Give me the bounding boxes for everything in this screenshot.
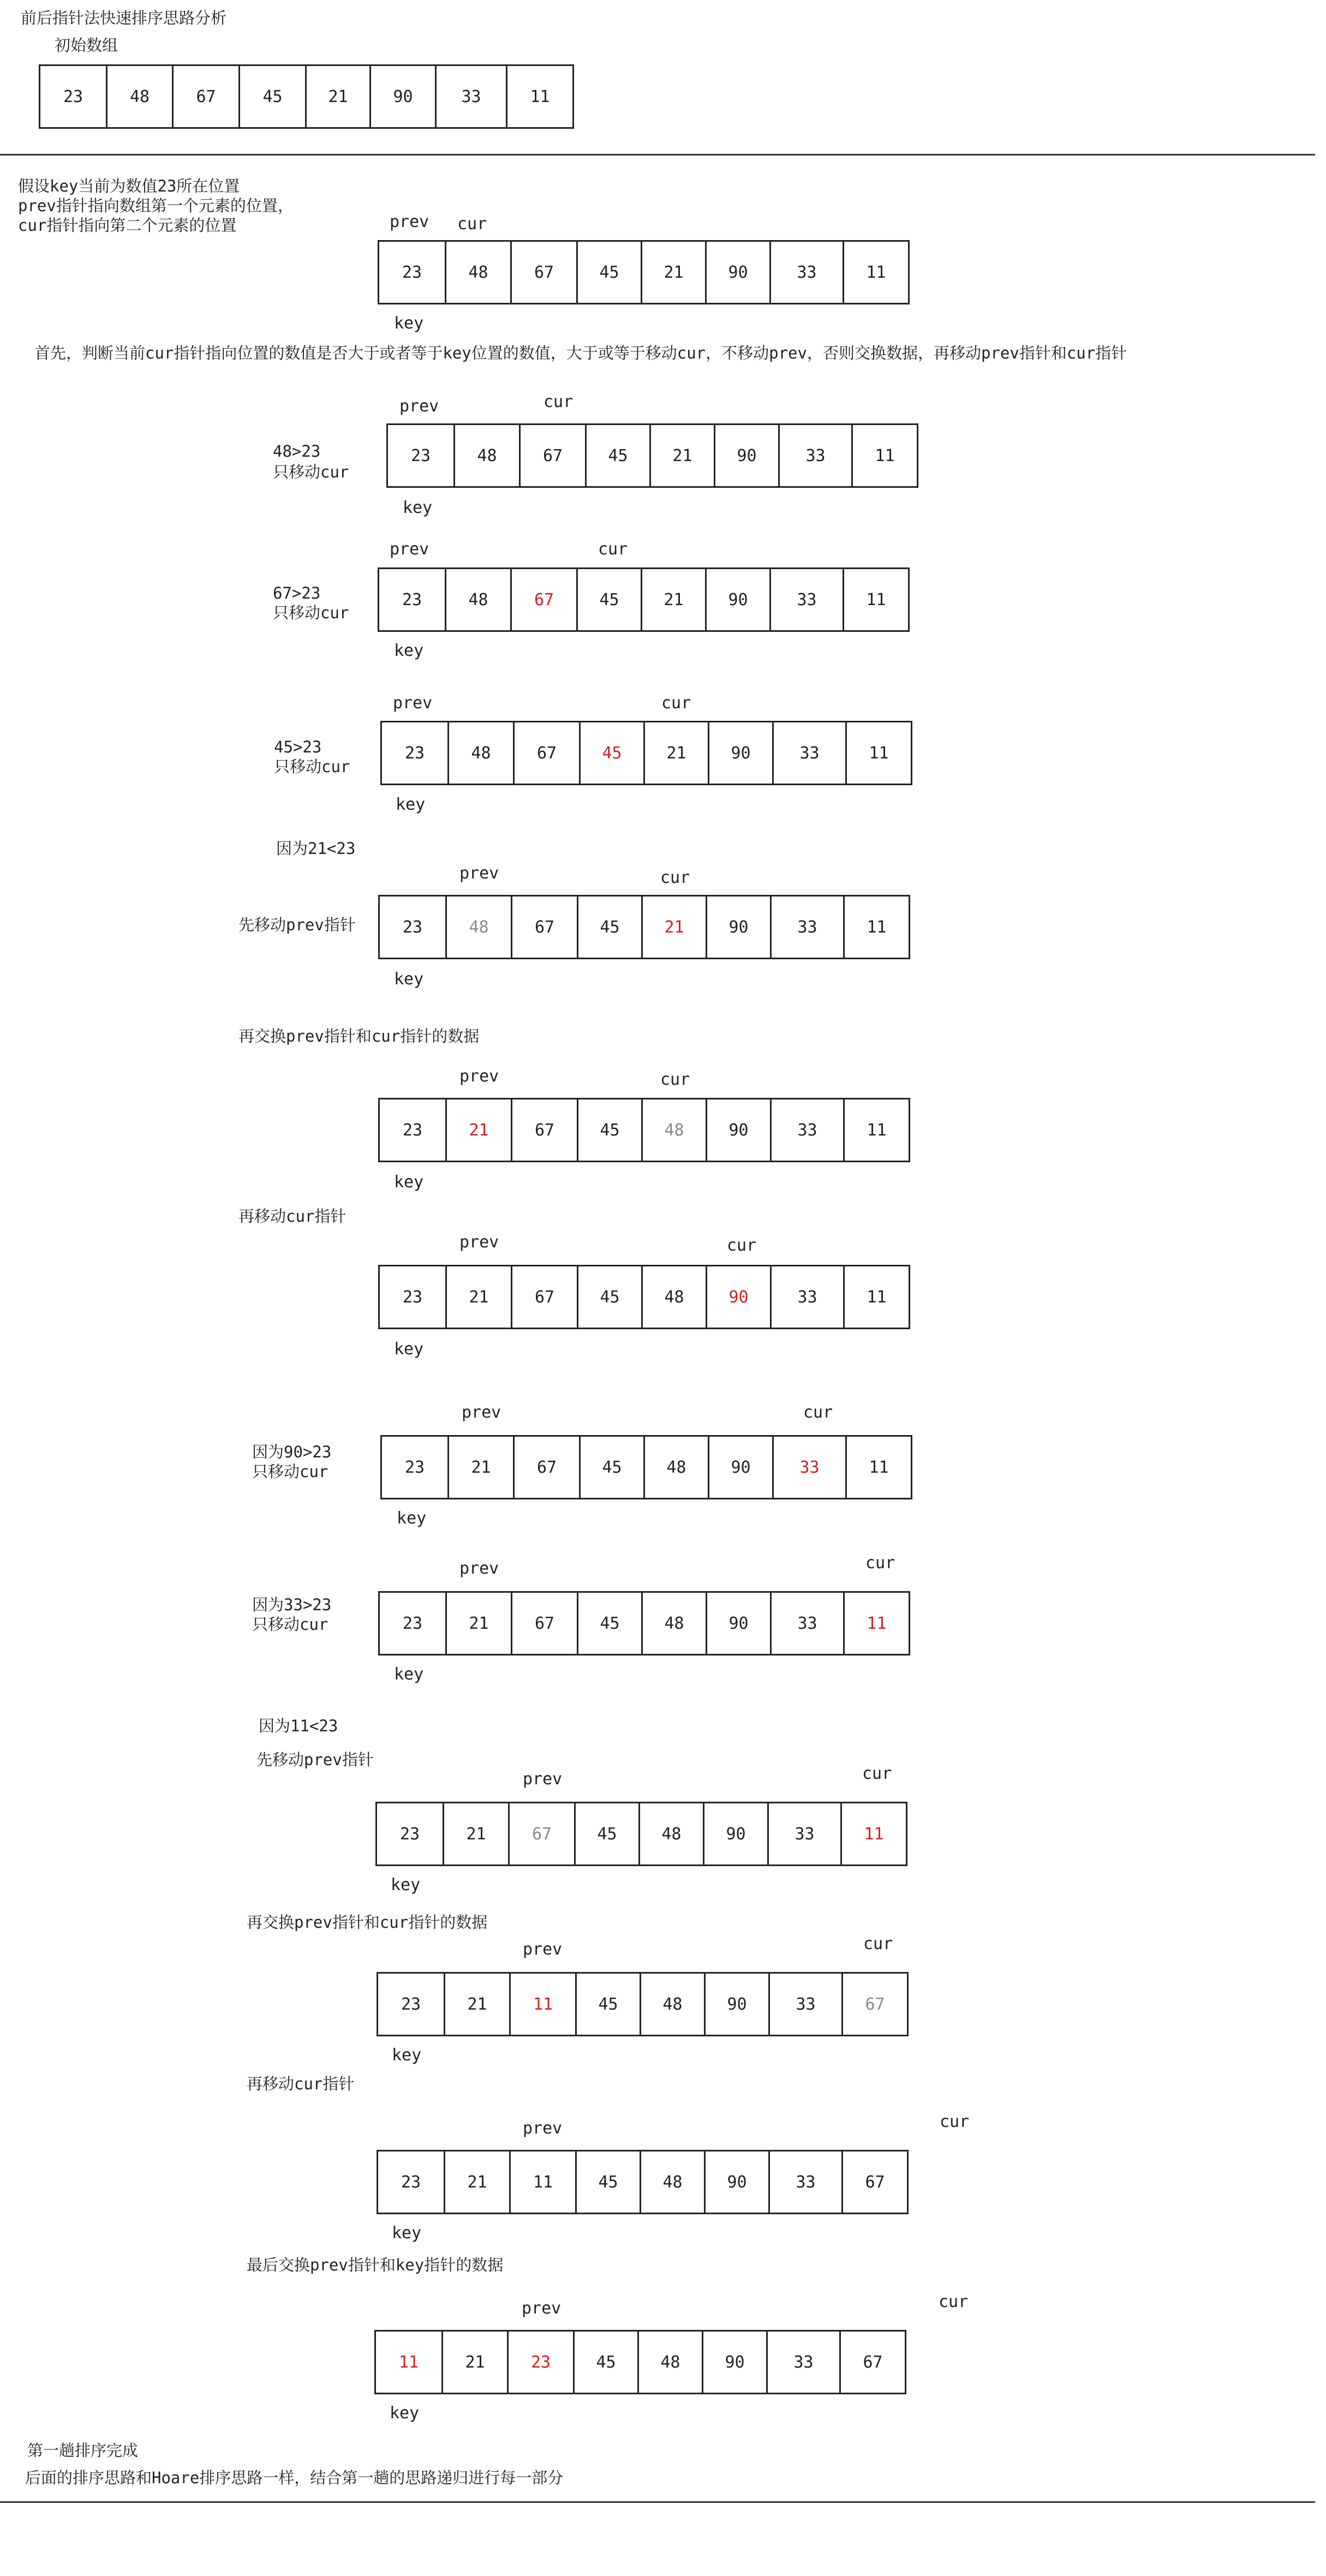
- array-step-11: [377, 2150, 909, 2214]
- array-cell: 33: [770, 1099, 843, 1161]
- array-cell: 48: [638, 1803, 703, 1864]
- key-label: key: [403, 498, 433, 517]
- footer-line-1: 第一趟排序完成: [27, 2441, 139, 2460]
- step-note: 先移动prev指针: [256, 1750, 374, 1769]
- array-cell: 90: [708, 722, 772, 784]
- array-cell: 67: [513, 1437, 579, 1498]
- prev-label: prev: [459, 864, 499, 883]
- array-cell: 11: [845, 722, 911, 784]
- array-step-3: [380, 721, 912, 785]
- key-label: key: [394, 314, 424, 333]
- array-step-6: [378, 1265, 910, 1329]
- array-cell: 23: [402, 590, 422, 609]
- array-cell: 33: [435, 66, 506, 127]
- key-label: key: [394, 970, 424, 989]
- array-step-4: [378, 895, 910, 959]
- step-note: 只移动cur: [252, 1462, 328, 1481]
- array-cell: 48: [637, 2332, 702, 2393]
- array-cell: 45: [577, 1266, 641, 1328]
- array-cell: 90: [706, 1099, 770, 1161]
- divider-top: [0, 154, 1315, 156]
- cur-label: cur: [660, 1070, 690, 1089]
- array-cell: 67: [511, 1593, 577, 1654]
- assume-line-1: 假设key当前为数值23所在位置: [18, 177, 240, 195]
- array-cell: 45: [575, 1974, 640, 2035]
- array-cell: 67: [839, 2332, 905, 2393]
- cur-label: cur: [727, 1236, 757, 1255]
- array-cell: 45: [577, 1593, 641, 1654]
- array-cell: 48: [445, 896, 511, 958]
- step-note: 先移动prev指针: [238, 916, 356, 934]
- array-cell: 21: [447, 1437, 513, 1498]
- array-cell: 21: [444, 1974, 509, 2035]
- array-cell: 67: [519, 425, 585, 486]
- array-cell: 45: [577, 896, 641, 958]
- array-cell: 48: [640, 2151, 704, 2213]
- array-cell: 33: [770, 896, 843, 958]
- prev-label: prev: [459, 1559, 499, 1578]
- array-cell: 90: [706, 896, 770, 958]
- array-cell: 90: [704, 1974, 768, 2035]
- array-cell: 48: [641, 1099, 706, 1161]
- array-cell: 45: [573, 2332, 637, 2393]
- array-cell: 23: [507, 2332, 573, 2393]
- array-step-7: [380, 1435, 912, 1499]
- array-cell: 23: [63, 87, 83, 106]
- array-cell: 67: [841, 1974, 907, 2035]
- array-cell: 67: [508, 1803, 574, 1864]
- array-cell: 33: [772, 1437, 845, 1498]
- assume-line-3: cur指针指向第二个元素的位置: [18, 216, 237, 235]
- prev-label: prev: [523, 2119, 563, 2138]
- array-step-8: [378, 1591, 910, 1655]
- array-cell: 90: [708, 1437, 772, 1498]
- array-cell: 90: [705, 242, 769, 303]
- array-cell: 23: [402, 1613, 423, 1633]
- assume-line-2: prev指针指向数组第一个元素的位置，: [18, 196, 294, 215]
- key-label: key: [396, 795, 426, 814]
- array-cell: 45: [577, 1099, 641, 1161]
- array-cell: 33: [769, 242, 843, 303]
- step-note: 最后交换prev指针和key指针的数据: [247, 2256, 504, 2274]
- array-cell: 90: [704, 2151, 768, 2213]
- page-title: 前后指针法快速排序思路分析: [21, 9, 227, 27]
- array-step-12: [374, 2330, 906, 2394]
- key-label: key: [397, 1509, 427, 1528]
- footer-line-2: 后面的排序思路和Hoare排序思路一样，结合第一趟的思路递归进行每一部分: [25, 2469, 564, 2487]
- array-step-0: [378, 240, 910, 304]
- array-cell: 21: [445, 1593, 511, 1654]
- array-cell: 67: [513, 722, 579, 784]
- array-cell: 33: [768, 1974, 841, 2035]
- key-label: key: [392, 2224, 422, 2243]
- array-cell: 33: [770, 1266, 843, 1328]
- array-cell: 45: [574, 1803, 638, 1864]
- array-cell: 21: [445, 1099, 511, 1161]
- key-label: key: [394, 1665, 424, 1684]
- step-note: 再移动cur指针: [238, 1207, 347, 1226]
- cur-label: cur: [543, 392, 574, 411]
- array-cell: 21: [444, 2151, 509, 2213]
- array-cell: 48: [445, 242, 510, 303]
- array-cell: 33: [768, 2151, 841, 2213]
- step-note: 因为21<23: [276, 839, 356, 858]
- prev-label: prev: [393, 694, 433, 713]
- intro-text: 首先，判断当前cur指针指向位置的数值是否大于或者等于key位置的数值，大于或等于移动cur，不移动prev，否则交换数据，再移动prev指针和cur指针: [34, 344, 1127, 362]
- array-cell: 21: [641, 242, 705, 303]
- array-cell: 23: [402, 1120, 423, 1140]
- cur-label: cur: [863, 1934, 893, 1953]
- array-cell: 23: [410, 446, 431, 465]
- array-cell: 11: [843, 1099, 909, 1161]
- initial-array: [39, 64, 574, 129]
- array-cell: 33: [770, 1593, 843, 1654]
- step-note: 只移动cur: [273, 463, 349, 481]
- step-note: 再交换prev指针和cur指针的数据: [238, 1027, 480, 1045]
- cur-label: cur: [940, 2112, 970, 2131]
- array-cell: 11: [398, 2352, 419, 2372]
- prev-label: prev: [523, 1770, 563, 1789]
- key-label: key: [394, 1340, 424, 1359]
- step-note: 只移动cur: [274, 757, 350, 776]
- step-note: 再移动cur指针: [247, 2075, 355, 2093]
- array-cell: 33: [767, 1803, 840, 1864]
- array-cell: 11: [843, 569, 908, 630]
- array-cell: 90: [706, 1266, 770, 1328]
- array-cell: 23: [401, 1994, 421, 2014]
- step-note: 再交换prev指针和cur指针的数据: [247, 1913, 488, 1932]
- array-cell: 23: [399, 1824, 420, 1844]
- prev-label: prev: [459, 1233, 499, 1252]
- cur-label: cur: [939, 2292, 969, 2311]
- array-cell: 45: [576, 569, 641, 630]
- array-cell: 67: [841, 2151, 907, 2213]
- prev-label: prev: [459, 1067, 499, 1086]
- array-cell: 33: [769, 569, 843, 630]
- array-cell: 23: [404, 1457, 425, 1477]
- array-cell: 11: [851, 425, 917, 486]
- cur-label: cur: [803, 1403, 833, 1422]
- array-cell: 23: [401, 2172, 421, 2192]
- step-note: 67>23: [273, 584, 321, 602]
- cur-label: cur: [598, 540, 628, 559]
- array-cell: 45: [575, 2151, 640, 2213]
- array-cell: 11: [506, 66, 572, 127]
- array-cell: 11: [843, 1593, 909, 1654]
- array-cell: 48: [641, 1593, 706, 1654]
- key-label: key: [394, 1173, 424, 1192]
- array-cell: 11: [840, 1803, 906, 1864]
- prev-label: prev: [399, 397, 439, 416]
- array-cell: 45: [579, 722, 643, 784]
- array-step-10: [377, 1972, 909, 2036]
- array-cell: 45: [576, 242, 641, 303]
- cur-label: cur: [660, 868, 690, 887]
- array-step-1: [386, 423, 918, 488]
- array-cell: 48: [453, 425, 519, 486]
- array-cell: 11: [509, 1974, 575, 2035]
- array-cell: 23: [404, 743, 425, 763]
- array-cell: 90: [705, 569, 769, 630]
- array-cell: 21: [443, 1803, 508, 1864]
- prev-label: prev: [462, 1403, 501, 1422]
- array-step-9: [375, 1802, 907, 1866]
- step-note: 因为90>23: [252, 1443, 332, 1461]
- array-cell: 48: [445, 569, 510, 630]
- array-cell: 90: [706, 1593, 770, 1654]
- step-note: 45>23: [274, 738, 322, 756]
- array-cell: 45: [579, 1437, 643, 1498]
- array-cell: 21: [641, 569, 705, 630]
- key-label: key: [390, 2404, 420, 2423]
- step-note: 48>23: [273, 442, 321, 461]
- array-cell: 90: [714, 425, 778, 486]
- array-cell: 90: [369, 66, 435, 127]
- array-cell: 67: [510, 569, 576, 630]
- array-cell: 33: [766, 2332, 839, 2393]
- prev-label: prev: [390, 212, 429, 231]
- array-cell: 45: [238, 66, 305, 127]
- array-cell: 23: [402, 1287, 423, 1307]
- array-step-5: [378, 1098, 910, 1162]
- array-cell: 21: [445, 1266, 511, 1328]
- cur-label: cur: [661, 694, 691, 713]
- key-label: key: [394, 641, 424, 660]
- array-cell: 48: [640, 1974, 704, 2035]
- array-cell: 11: [843, 1266, 909, 1328]
- array-cell: 48: [641, 1266, 706, 1328]
- key-label: key: [392, 2046, 422, 2065]
- array-cell: 21: [305, 66, 369, 127]
- array-cell: 21: [649, 425, 714, 486]
- prev-label: prev: [522, 2299, 562, 2318]
- array-cell: 67: [172, 66, 238, 127]
- divider-bottom: [0, 2501, 1315, 2503]
- array-cell: 33: [772, 722, 845, 784]
- key-label: key: [391, 1875, 421, 1894]
- array-cell: 90: [703, 1803, 767, 1864]
- array-cell: 48: [643, 1437, 708, 1498]
- array-cell: 48: [447, 722, 513, 784]
- initial-array-label: 初始数组: [55, 36, 118, 55]
- cur-label: cur: [862, 1764, 892, 1783]
- array-cell: 67: [511, 896, 577, 958]
- array-cell: 45: [585, 425, 649, 486]
- array-cell: 67: [511, 1099, 577, 1161]
- array-cell: 11: [845, 1437, 911, 1498]
- cur-label: cur: [457, 214, 487, 234]
- cur-label: cur: [865, 1553, 895, 1573]
- array-cell: 90: [702, 2332, 766, 2393]
- array-cell: 67: [511, 1266, 577, 1328]
- array-cell: 23: [402, 917, 423, 937]
- prev-label: prev: [390, 540, 429, 559]
- step-note: 只移动cur: [273, 603, 349, 622]
- array-cell: 11: [843, 242, 908, 303]
- step-note: 只移动cur: [252, 1615, 328, 1634]
- prev-label: prev: [523, 1940, 563, 1959]
- array-cell: 21: [643, 722, 708, 784]
- step-note: 因为33>23: [252, 1595, 332, 1614]
- array-cell: 48: [106, 66, 172, 127]
- array-cell: 33: [778, 425, 851, 486]
- array-cell: 67: [510, 242, 576, 303]
- array-cell: 21: [641, 896, 706, 958]
- array-cell: 11: [509, 2151, 575, 2213]
- array-cell: 21: [441, 2332, 507, 2393]
- step-note: 因为11<23: [259, 1717, 338, 1735]
- array-cell: 23: [402, 262, 422, 282]
- array-cell: 11: [843, 896, 909, 958]
- array-step-2: [378, 567, 910, 632]
